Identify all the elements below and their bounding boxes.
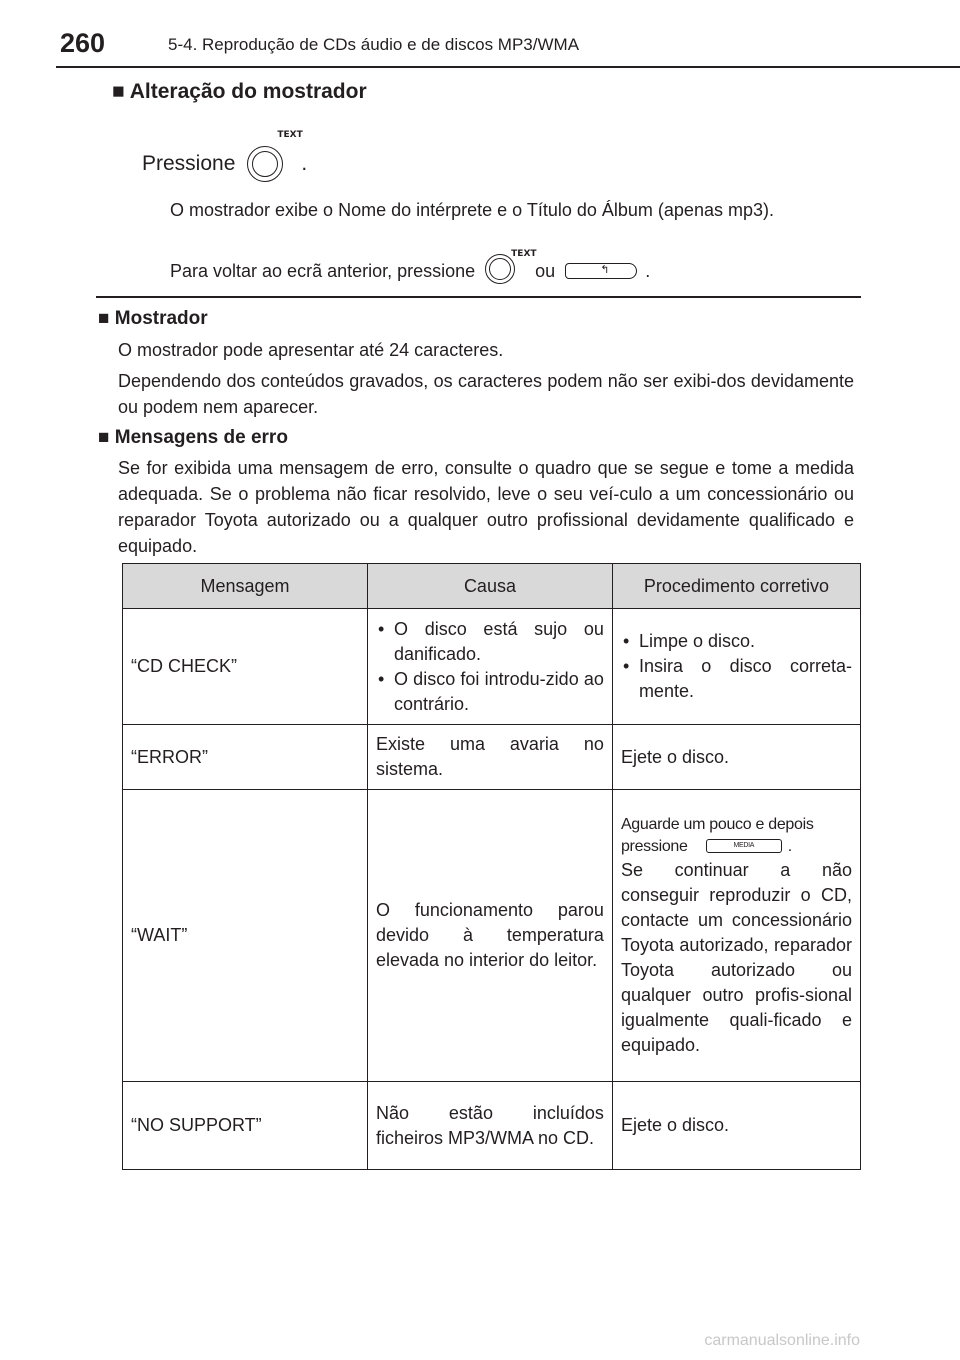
text-button-label-small: TEXT [511, 249, 537, 259]
back-arrow-icon: ↰ [600, 264, 610, 276]
procedure-wait-instruction [621, 814, 852, 858]
table-cell-message: “NO SUPPORT” [123, 1082, 368, 1170]
return-or: ou [535, 260, 556, 281]
table-row [123, 790, 861, 1082]
table-cell-procedure: Ejete o disco. [612, 1082, 860, 1170]
procedure-wait-end: . [787, 837, 792, 855]
section-divider [96, 296, 861, 298]
step-end: . [301, 152, 308, 175]
return-text: Para voltar ao ecrã anterior, pressione [170, 260, 476, 281]
list-item: • O disco está sujo ou danificado. [376, 617, 604, 667]
list-item: • Limpe o disco. [621, 629, 852, 654]
table-header-cause: Causa [367, 564, 612, 609]
paragraph-display-info: O mostrador exibe o Nome do intérprete e o Título do Álbum (apenas mp3). [170, 200, 774, 220]
table-cell-procedure [612, 790, 860, 1082]
page-number: 260 [60, 28, 106, 58]
note-square-marker: ■ [98, 427, 110, 448]
note-square-marker: ■ [98, 308, 110, 329]
note-title-errors [98, 427, 288, 449]
table-cell-message: “CD CHECK” [123, 609, 368, 725]
return-end: . [645, 260, 651, 281]
procedure-wait-text: Aguarde um pouco e depois pressione [620, 815, 814, 855]
table-cell-message: “WAIT” [123, 790, 368, 1082]
note-errors-p1: Se for exibida uma mensagem de erro, consulte o quadro que se segue e tome a medida adequada. Se o problema não ficar resolvido, leve o seu veí-culo a um concessionário ou reparador Toyota autorizado ou a qualquer outro profissional devidamente qualificado e equipado. [118, 458, 854, 556]
table-header-message: Mensagem [123, 564, 368, 609]
note-title-text: Mensagens de erro [114, 427, 288, 448]
table-cell-cause [367, 609, 612, 725]
table-cell-cause: Existe uma avaria no sistema. [367, 725, 612, 790]
media-button-icon [706, 839, 782, 853]
step-text: Pressione [142, 152, 236, 175]
text-button-icon-small [485, 249, 537, 288]
note-title-display [98, 308, 208, 330]
table-header-row [123, 564, 861, 609]
section-title [112, 80, 367, 104]
media-button-label: MEDIA [733, 842, 755, 850]
note-title-text: Mostrador [114, 308, 208, 329]
table-cell-procedure: Ejete o disco. [612, 725, 860, 790]
section-square-marker: ■ [112, 80, 125, 103]
table-row [123, 1082, 861, 1170]
step-instruction [142, 130, 308, 186]
table-cell-cause: O funcionamento parou devido à temperatura elevada no interior do leitor. [367, 790, 612, 1082]
table-row [123, 725, 861, 790]
paragraph-return [170, 249, 855, 288]
section-title-text: Alteração do mostrador [129, 80, 367, 103]
text-button-icon [247, 130, 303, 186]
list-item: • Insira o disco correta-mente. [621, 654, 852, 704]
error-message-table [122, 563, 861, 1170]
table-cell-cause: Não estão incluídos ficheiros MP3/WMA no CD. [367, 1082, 612, 1170]
footer-watermark: carmanualsonline.info [704, 1332, 860, 1349]
table-cell-procedure [612, 609, 860, 725]
procedure-wait-contact: Se continuar a não conseguir reproduzir o CD, contacte um concessionário Toyota autorizado, reparador Toyota autorizado ou qualquer outro profis-sional igualmente quali-ficado e equipado. [620, 859, 852, 1055]
table-header-procedure: Procedimento corretivo [612, 564, 860, 609]
text-button-label: TEXT [277, 130, 303, 140]
back-button-icon [565, 263, 637, 279]
table-cell-message: “ERROR” [123, 725, 368, 790]
table-row [123, 609, 861, 725]
list-item: • O disco foi introdu-zido ao contrário. [376, 667, 604, 717]
note-display-p1: O mostrador pode apresentar até 24 caracteres. [118, 340, 504, 360]
header-divider [56, 66, 960, 68]
note-display-p2: Dependendo dos conteúdos gravados, os caracteres podem não ser exibi-dos devidamente ou podem nem aparecer. [118, 371, 854, 417]
chapter-title: 5-4. Reprodução de CDs áudio e de discos MP3/WMA [168, 35, 580, 54]
